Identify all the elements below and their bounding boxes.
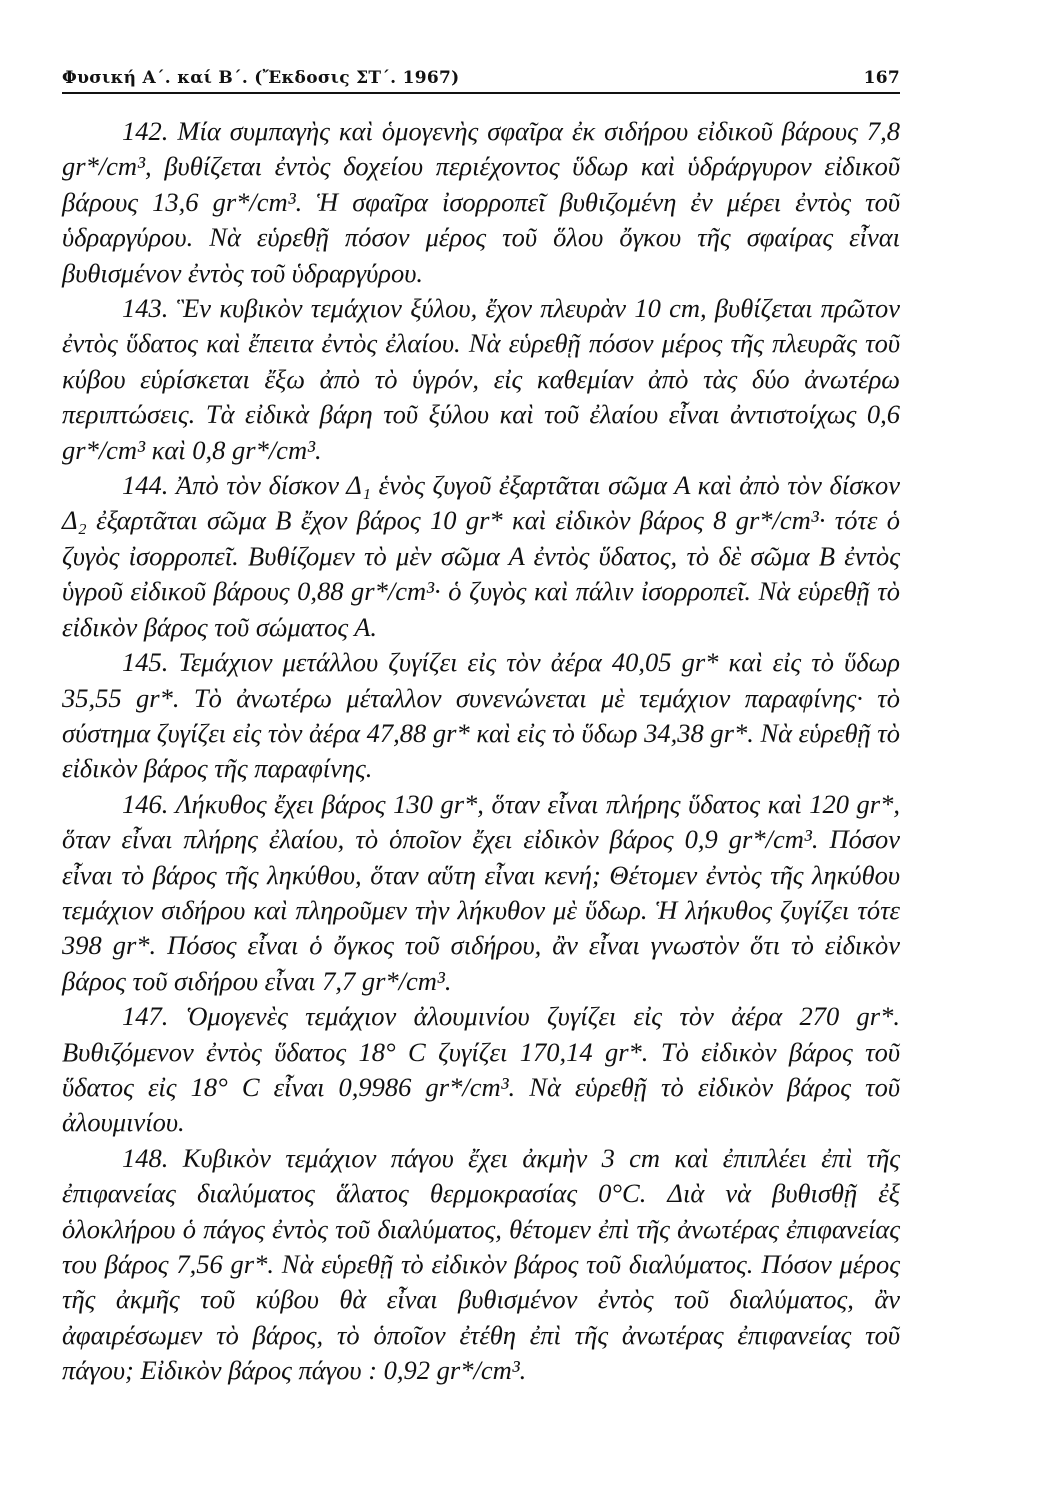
page-header (62, 60, 900, 94)
problem-146 (62, 787, 900, 999)
problem-number: 142. (122, 116, 169, 146)
header-rule (62, 92, 900, 94)
problem-148 (62, 1141, 900, 1389)
problem-number: 148. (122, 1142, 169, 1173)
problem-143 (62, 291, 900, 468)
problem-145 (62, 645, 900, 787)
problem-number: 144. (122, 470, 169, 501)
problem-text: Λήκυθος ἔχει βάρος 130 gr*, ὅταν εἶναι πλήρης ὕδατος καὶ 120 gr*, ὅταν εἶναι πλήρης ἐλαίου, τὸ ὁποῖον ἔχει εἰδικὸν βάρος 0,9 gr*/cm³. Πόσον εἶναι τὸ βάρος τῆς ληκύθου, ὅταν αὕτη εἶναι κενή; Θέτομεν ἐντὸς τῆς ληκύθου τεμάχιον σιδήρου καὶ πληροῦμεν τὴν λήκυθον μὲ ὕδωρ. Ἡ λήκυθος ζυγίζει τότε 398 gr*. Πόσος εἶναι ὁ ὄγκος τοῦ σιδήρου, ἂν εἶναι γνωστὸν ὅτι τὸ εἰδικὸν βάρος τοῦ σιδήρου εἶναι 7,7 gr*/cm³. (62, 788, 900, 996)
problem-144 (62, 468, 900, 645)
problem-text: Ἓν κυβικὸν τεμάχιον ξύλου, ἔχον πλευρὰν 10 cm, βυθίζεται πρῶτον ἐντὸς ὕδατος καὶ ἔπειτα ἐντὸς ἐλαίου. Νὰ εὑρεθῇ πόσον μέρος τῆς πλευρᾶς τοῦ κύβου εὑρίσκεται ἔξω ἀπὸ τὸ ὑγρόν, εἰς καθεμίαν ἀπὸ τὰς δύο ἀνωτέρω περιπτώσεις. Τὰ εἰδικὰ βάρη τοῦ ξύλου καὶ τοῦ ἐλαίου εἶναι ἀντιστοίχως 0,6 gr*/cm³ καὶ 0,8 gr*/cm³. (62, 293, 900, 465)
problem-list (62, 114, 900, 1389)
running-title: Φυσική Α΄. καί Β΄. (Ἔκδοσις ΣΤ΄. 1967) (62, 68, 460, 88)
problem-text: Ὁμογενὲς τεμάχιον ἀλουμινίου ζυγίζει εἰς τὸν ἀέρα 270 gr*. Βυθιζόμενον ἐντὸς ὕδατος 18° C ζυγίζει 170,14 gr*. Τὸ εἰδικὸν βάρος τοῦ ὕδατος εἰς 18° C εἶναι 0,9986 gr*/cm³. Νὰ εὑρεθῇ τὸ εἰδικὸν βάρος τοῦ ἀλουμινίου. (62, 1001, 900, 1138)
problem-text: Ἀπὸ τὸν δίσκον Δ₁ ἑνὸς ζυγοῦ ἐξαρτᾶται σῶμα Α καὶ ἀπὸ τὸν δίσκον Δ₂ ἐξαρτᾶται σῶμα Β ἔχον βάρος 10 gr* καὶ εἰδικὸν βάρος 8 gr*/cm³· τότε ὁ ζυγὸς ἰσορροπεῖ. Βυθίζομεν τὸ μὲν σῶμα Α ἐντὸς ὕδατος, τὸ δὲ σῶμα Β ἐντὸς ὑγροῦ εἰδικοῦ βάρους 0,88 gr*/cm³· ὁ ζυγὸς καὶ πάλιν ἰσορροπεῖ. Νὰ εὑρεθῇ τὸ εἰδικὸν βάρος τοῦ σώματος Α. (62, 470, 901, 642)
problem-number: 146. (122, 788, 169, 819)
problem-147 (62, 999, 900, 1141)
problem-number: 147. (122, 1001, 169, 1032)
problem-142 (62, 114, 900, 291)
problem-text: Κυβικὸν τεμάχιον πάγου ἔχει ἀκμὴν 3 cm καὶ ἐπιπλέει ἐπὶ τῆς ἐπιφανείας διαλύματος ἅλατος θερμοκρασίας 0°C. Διὰ νὰ βυθισθῇ ἐξ ὁλοκλήρου ὁ πάγος ἐντὸς τοῦ διαλύματος, θέτομεν ἐπὶ τῆς ἀνωτέρας ἐπιφανείας του βάρος 7,56 gr*. Νὰ εὑρεθῇ τὸ εἰδικὸν βάρος τοῦ διαλύματος. Πόσον μέρος τῆς ἀκμῆς τοῦ κύβου θὰ εἶναι βυθισμένον ἐντὸς τοῦ διαλύματος, ἂν ἀφαιρέσωμεν τὸ βάρος, τὸ ὁποῖον ἐτέθη ἐπὶ τῆς ἀνωτέρας ἐπιφανείας τοῦ πάγου; Εἰδικὸν βάρος πάγου : 0,92 gr*/cm³. (62, 1142, 901, 1386)
page-number: 167 (863, 68, 900, 88)
problem-text: Τεμάχιον μετάλλου ζυγίζει εἰς τὸν ἀέρα 40,05 gr* καὶ εἰς τὸ ὕδωρ 35,55 gr*. Τὸ ἀνωτέρω μέταλλον συνενώνεται μὲ τεμάχιον παραφίνης· τὸ σύστημα ζυγίζει εἰς τὸν ἀέρα 47,88 gr* καὶ εἰς τὸ ὕδωρ 34,38 gr*. Νὰ εὑρεθῇ τὸ εἰδικὸν βάρος τῆς παραφίνης. (62, 647, 901, 784)
problem-text: Μία συμπαγὴς καὶ ὁμογενὴς σφαῖρα ἐκ σιδήρου εἰδικοῦ βάρους 7,8 gr*/cm³, βυθίζεται ἐντὸς δοχείου περιέχοντος ὕδωρ καὶ ὑδράργυρον εἰδικοῦ βάρους 13,6 gr*/cm³. Ἡ σφαῖρα ἰσορροπεῖ βυθιζομένη ἐν μέρει ἐντὸς τοῦ ὑδραργύρου. Νὰ εὑρεθῇ πόσον μέρος τοῦ ὅλου ὄγκου τῆς σφαίρας εἶναι βυθισμένον ἐντὸς τοῦ ὑδραργύρου. (62, 116, 900, 288)
problem-number: 145. (122, 647, 169, 678)
book-page (62, 60, 900, 1389)
problem-number: 143. (122, 293, 169, 324)
